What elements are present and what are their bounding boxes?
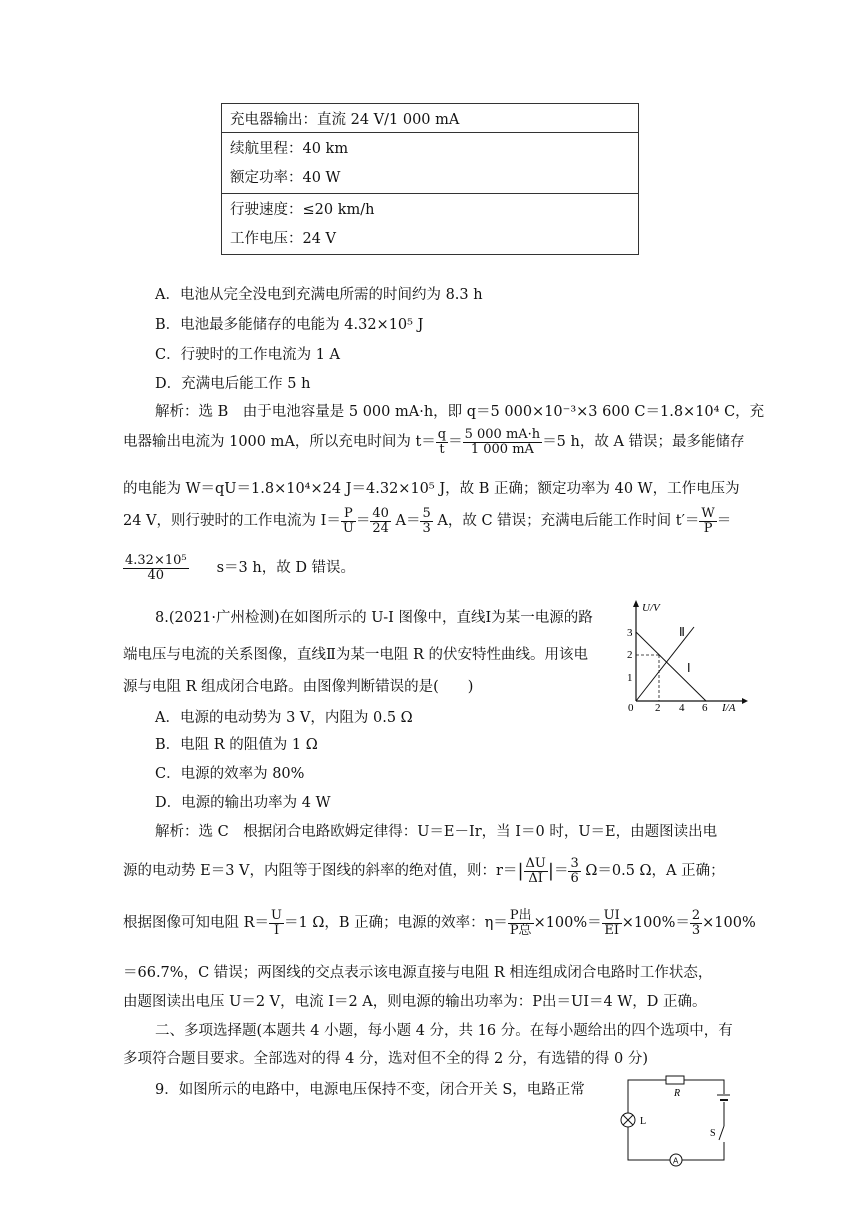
q8-analysis-line3: 根据图像可知电阻 R＝ $\frac{U}{I}$ ＝1 Ω，B 正确；电源的效率：η＝ $\frac{\text{P出}}{\text{P总}}$ ×100%＝ $\frac{UI}{EI}$ ×100%＝ $\frac{2}{3}$ ×100% [123,908,756,938]
q8-stem-line1: 8.(2021·广州检测)在如图所示的 U-I 图像中，直线Ⅰ为某一电源的路 [155,610,593,626]
origin-label: 0 [628,702,634,713]
fraction: $\frac{40}{24}$ [372,506,389,536]
x-tick-2: 2 [655,702,661,713]
x-axis-arrow-icon [742,698,748,704]
x-tick-6: 6 [702,702,708,713]
lamp-label: L [640,1116,647,1127]
fraction: $\frac{U}{I}$ [271,908,282,938]
q8-analysis-line4: ＝66.7%，C 错误；两图线的交点表示该电源直接与电阻 R 相连组成闭合电路时工作状态， [123,965,713,981]
fraction: $\frac{UI}{EI}$ [603,908,620,938]
line-II-label: Ⅱ [679,625,685,639]
spec-range: 续航里程：40 km [230,141,349,157]
fraction: $\frac{q}{t}$ [437,427,447,457]
q7-analysis-line1: 解析：选 B 由于电池容量是 5 000 mA·h，即 q＝5 000×10⁻³×3 600 C＝1.8×10⁴ C，充 [155,404,765,420]
q8-stem-line3: 源与电阻 R 组成闭合电路。由图像判断错误的是( ) [123,679,474,695]
fraction: $\frac{\Delta U}{\Delta I}$ [525,856,546,886]
q8-option-c: C．电源的效率为 80% [155,766,305,782]
q8-analysis-line2: 源的电动势 E＝3 V，内阻等于图线的斜率的绝对值，则：r＝| $\frac{\Delta U}{\Delta I}$ |＝ $\frac{3}{6}$ Ω＝0.5 Ω，A 正确； [123,856,725,886]
text: 电器输出电流为 1000 mA，所以充电时间为 t＝ [123,434,436,451]
fraction: $\frac{W}{P}$ [701,506,715,536]
table-divider [222,132,638,133]
y-tick-2: 2 [627,649,633,661]
fraction: $\frac{5 000 mA\cdot h}{1 000 mA}$ [464,427,541,457]
q8-stem-line2: 端电压与电流的关系图像，直线Ⅱ为某一电阻 R 的伏安特性曲线。用该电 [123,647,588,663]
q7-option-c: C．行驶时的工作电流为 1 A [155,347,341,363]
section2-heading-line2: 多项符合题目要求。全部选对的得 4 分，选对但不全的得 2 分，有选错的得 0 分) [123,1051,648,1067]
spec-speed: 行驶速度：≤20 km/h [230,202,375,218]
table-divider [222,193,638,194]
fraction: $\frac{3}{6}$ [570,856,579,886]
y-axis-label: U/V [642,602,660,614]
x-tick-4: 4 [679,702,685,713]
q7-option-a: A．电池从完全没电到充满电所需的时间约为 8.3 h [155,287,483,303]
q7-analysis-line3: 的电能为 W＝qU＝1.8×10⁴×24 J＝4.32×10⁵ J，故 B 正确；额定功率为 40 W，工作电压为 [123,481,740,497]
y-axis-arrow-icon [633,600,639,607]
q7-analysis-line2: 电器输出电流为 1000 mA，所以充电时间为 t＝ $\frac{q}{t}$ ＝ $\frac{5 000 mA\cdot h}{1 000 mA}$ ＝5 h，故 A 错误；最多能储存 [123,427,745,457]
q8-option-a: A．电源的电动势为 3 V，内阻为 0.5 Ω [155,710,413,726]
line-I-label: Ⅰ [687,661,691,675]
x-axis-label: I/A [722,702,736,713]
spec-charger-output: 充电器输出：直流 24 V/1 000 mA [230,112,460,128]
q7-analysis-line4: 24 V，则行驶时的工作电流为 I＝ $\frac{P}{U}$ ＝ $\frac{40}{24}$ A＝ $\frac{5}{3}$ A，故 C 错误；充满电后能工作时间 t′＝ $\frac{W}{P}$ ＝ [123,506,732,536]
u-i-graph [612,597,752,713]
circuit-diagram [618,1072,730,1170]
spec-table [221,103,639,255]
fraction: $\frac{\text{P出}}{\text{P总}}$ [509,908,532,938]
section2-heading-line1: 二、多项选择题(本题共 4 小题，每小题 4 分，共 16 分。在每小题给出的四个选项中，有 [155,1023,733,1039]
q7-option-d: D．充满电后能工作 5 h [155,376,311,392]
y-tick-1: 1 [627,672,633,684]
q7-analysis-line5: $\frac{\text{4.32×10⁵}}{40}$ s＝3 h，故 D 错误。 [125,553,356,583]
q7-option-b: B．电池最多能储存的电能为 4.32×10⁵ J [155,317,424,333]
fraction: $\frac{\text{4.32×10⁵}}{40}$ [125,553,187,583]
abs-bar-left: | [517,860,524,882]
fraction: $\frac{5}{3}$ [422,506,431,536]
switch-label: S [710,1128,716,1139]
resistor-icon [666,1076,684,1084]
ammeter-label: A [673,1156,679,1166]
abs-bar-right: | [547,860,554,882]
line-I [636,632,706,701]
q8-option-b: B．电阻 R 的阻值为 1 Ω [155,737,318,753]
q8-analysis-line1: 解析：选 C 根据闭合电路欧姆定律得：U＝E－Ir，当 I＝0 时，U＝E，由题图读出电 [155,824,718,840]
spec-rated-power: 额定功率：40 W [230,170,341,186]
q8-analysis-line5: 由题图读出电压 U＝2 V，电流 I＝2 A，则电源的输出功率为：P出＝UI＝4 W，D 正确。 [123,994,707,1010]
fraction: $\frac{P}{U}$ [342,506,354,536]
resistor-label: R [674,1088,681,1099]
y-tick-3: 3 [627,627,633,639]
line-II [636,627,694,701]
spec-voltage: 工作电压：24 V [230,231,337,247]
q8-option-d: D．电源的输出功率为 4 W [155,795,331,811]
fraction: $\frac{2}{3}$ [691,908,701,938]
q9-stem-line1: 9．如图所示的电路中，电源电压保持不变，闭合开关 S，电路正常 [155,1082,585,1098]
